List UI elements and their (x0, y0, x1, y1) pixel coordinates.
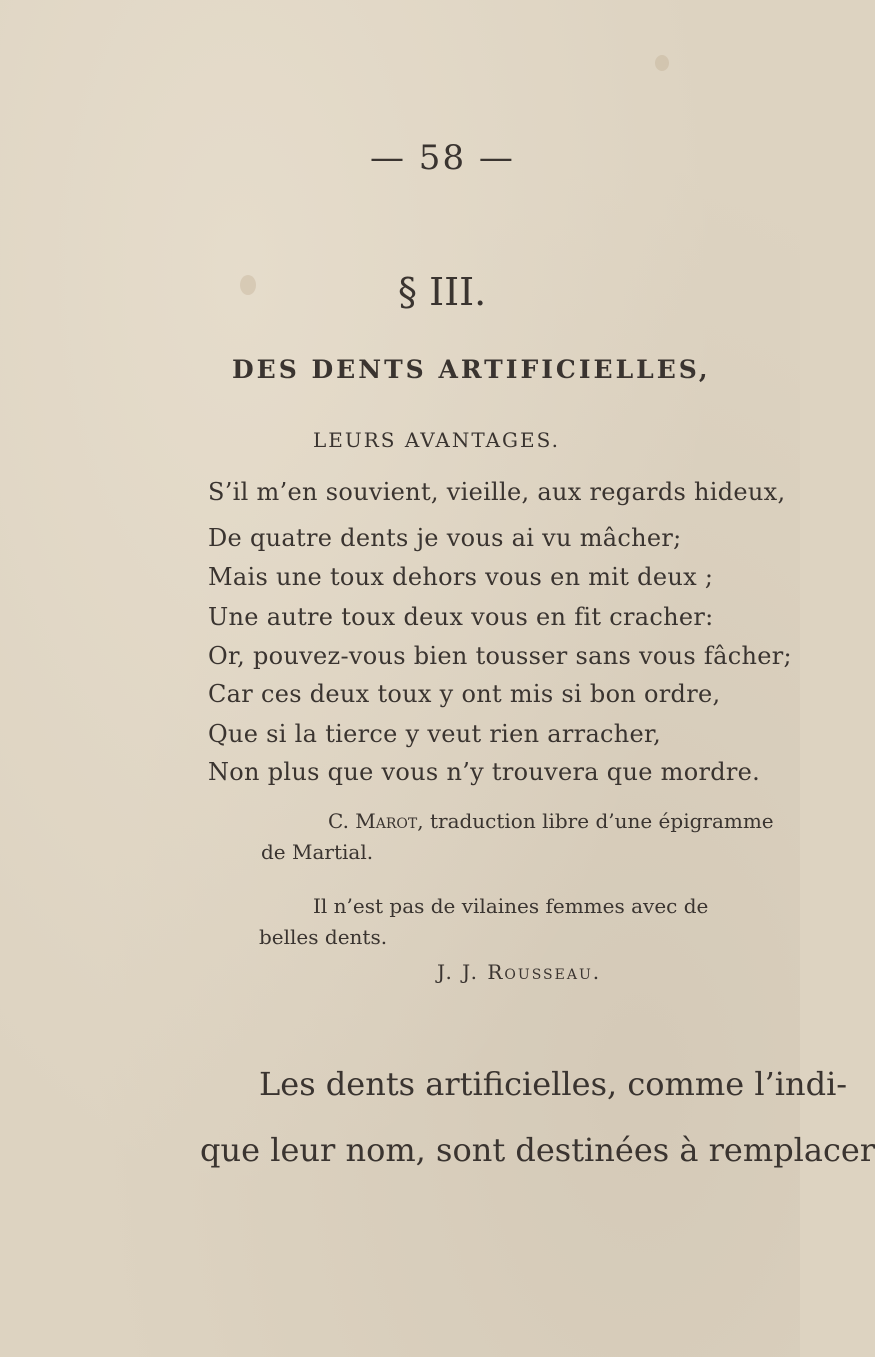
attribution-continuation: de Martial. (261, 840, 374, 864)
paper-stain (655, 55, 669, 71)
attribution-author: C. Marot, (328, 809, 424, 833)
poem-line: S’il m’en souvient, vieille, aux regards hideux, (208, 478, 786, 506)
poem-line: Une autre toux deux vous en fit cracher: (208, 603, 714, 631)
poem-line: De quatre dents je vous ai vu mâcher; (208, 524, 682, 552)
poem-line: Mais une toux dehors vous en mit deux ; (208, 563, 714, 591)
body-paragraph-line: Les dents artificielles, comme l’indi- (259, 1065, 848, 1103)
attribution-text: traduction libre d’une épigramme (429, 809, 774, 833)
chapter-title: DES DENTS ARTIFICIELLES, (232, 355, 711, 384)
paper-stain (240, 275, 256, 295)
chapter-subtitle: LEURS AVANTAGES. (313, 428, 560, 452)
quote-line: belles dents. (259, 925, 388, 949)
page-number: — 58 — (370, 138, 515, 178)
section-heading: § III. (398, 270, 487, 314)
poem-line: Que si la tierce y veut rien arracher, (208, 720, 662, 748)
quote-author: J. J. Rousseau. (437, 960, 602, 984)
quote-line: Il n’est pas de vilaines femmes avec de (313, 894, 709, 918)
poem-line: Non plus que vous n’y trouvera que mordre. (208, 758, 761, 786)
poem-line: Car ces deux toux y ont mis si bon ordre, (208, 680, 721, 708)
poem-attribution (328, 809, 774, 833)
body-paragraph-line: que leur nom, sont destinées à remplacer (200, 1131, 875, 1169)
poem-line: Or, pouvez-vous bien tousser sans vous fâcher; (208, 642, 792, 670)
